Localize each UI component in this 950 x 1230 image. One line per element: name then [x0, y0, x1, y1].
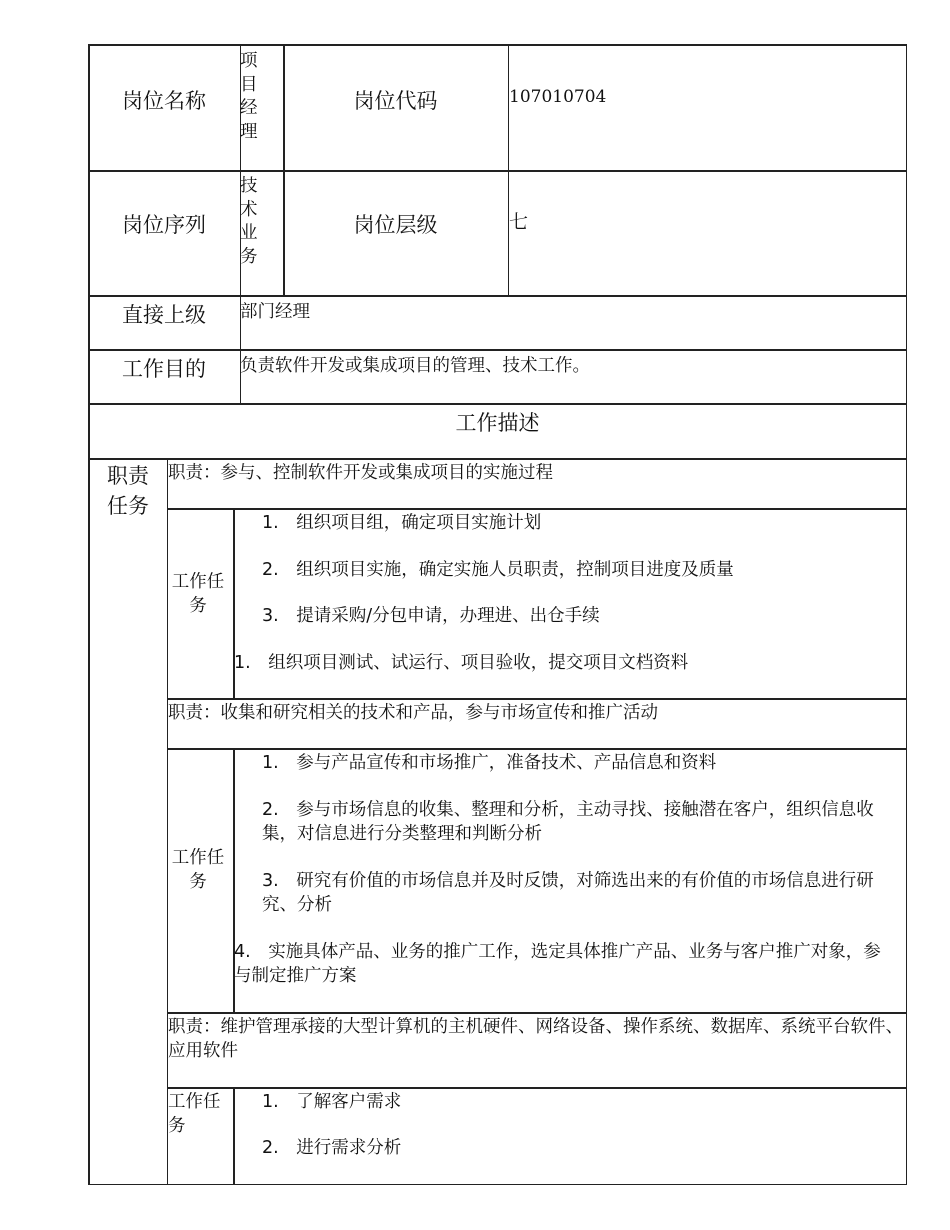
- duty-1: 职责：参与、控制软件开发或集成项目的实施过程: [168, 463, 553, 483]
- purpose-label: 工作目的: [122, 357, 206, 381]
- position-level-value: 七: [509, 211, 529, 233]
- task-item: 4. 实施具体产品、业务的推广工作，选定具体推广产品、业务与客户推广对象，参与制定推广方案: [234, 942, 881, 986]
- duties-label: 职责任务: [107, 464, 149, 518]
- position-name-value: 项目经理: [240, 51, 258, 142]
- task-item: 1. 组织项目组，确定项目实施计划: [262, 513, 542, 533]
- position-code-label: 岗位代码: [353, 89, 438, 113]
- supervisor-value: 部门经理: [240, 302, 310, 322]
- task-item: 1. 参与产品宣传和市场推广，准备技术、产品信息和资料: [262, 753, 717, 773]
- task-item: 2. 进行需求分析: [262, 1138, 402, 1158]
- duty-2: 职责：收集和研究相关的技术和产品，参与市场宣传和推广活动: [168, 703, 658, 723]
- position-name-label: 岗位名称: [122, 89, 206, 113]
- task-label: 工作任务: [171, 848, 225, 892]
- task-label: 工作任务: [171, 572, 225, 616]
- task-item: 2. 组织项目实施，确定实施人员职责，控制项目进度及质量: [262, 560, 734, 580]
- position-series-value: 技术业务: [240, 176, 258, 267]
- position-code-value: 107010704: [509, 87, 607, 107]
- task-item: 3. 研究有价值的市场信息并及时反馈，对筛选出来的有价值的市场信息进行研究、分析: [262, 871, 874, 915]
- supervisor-label: 直接上级: [122, 303, 206, 327]
- task-item: 2. 参与市场信息的收集、整理和分析，主动寻找、接触潜在客户，组织信息收集，对信息进行分类整理和判断分析: [262, 800, 874, 844]
- task-item: 3. 提请采购/分包申请，办理进、出仓手续: [262, 606, 600, 626]
- task-item: 1. 了解客户需求: [262, 1092, 402, 1112]
- work-description-title: 工作描述: [455, 411, 540, 435]
- task-label: 工作任务: [168, 1092, 221, 1136]
- position-series-label: 岗位序列: [122, 213, 206, 237]
- position-level-label: 岗位层级: [353, 213, 438, 237]
- task-item: 1. 组织项目测试、试运行、项目验收，提交项目文档资料: [234, 653, 689, 673]
- duty-3: 职责：维护管理承接的大型计算机的主机硬件、网络设备、操作系统、数据库、系统平台软件、应用软件: [168, 1017, 903, 1061]
- purpose-value: 负责软件开发或集成项目的管理、技术工作。: [240, 356, 590, 376]
